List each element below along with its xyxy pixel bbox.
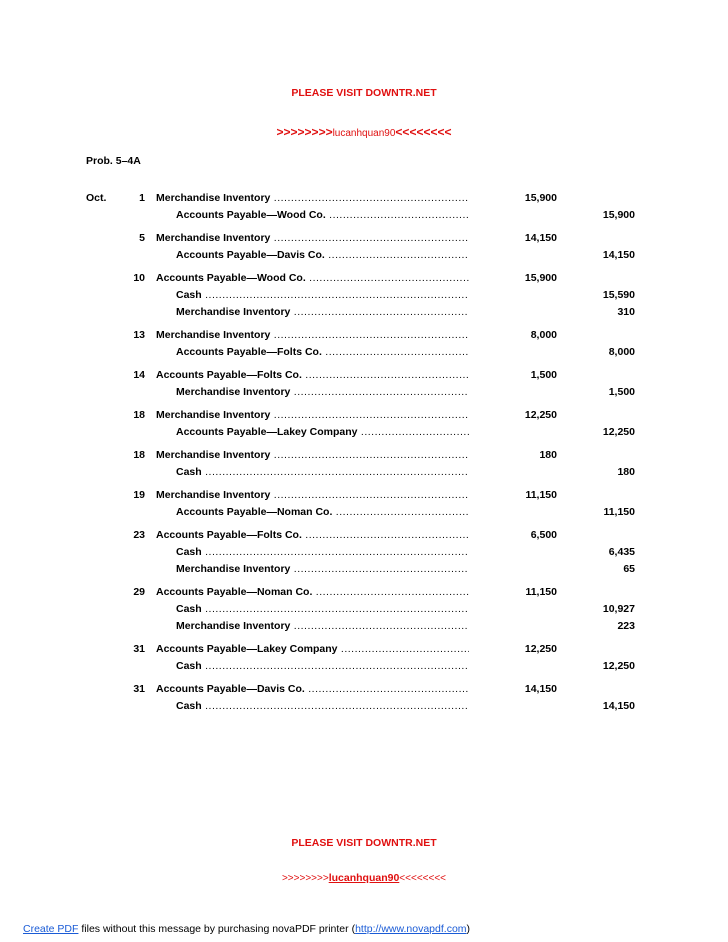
journal-entry	[0, 683, 728, 717]
journal-line	[0, 643, 728, 660]
debit-account: Accounts Payable—Davis Co. .....	[156, 683, 469, 695]
debit-account: Accounts Payable—Folts Co. .....	[156, 369, 469, 381]
entry-day: 1	[139, 192, 145, 204]
credit-amount: 223	[617, 620, 635, 632]
create-pdf-link[interactable]: Create PDF	[23, 923, 79, 935]
credit-account: Cash .....	[176, 660, 469, 672]
debit-amount: 180	[539, 449, 557, 461]
credit-account: Cash .....	[176, 289, 469, 301]
credit-amount: 310	[617, 306, 635, 318]
journal-line	[0, 586, 728, 603]
credit-amount: 15,590	[602, 289, 635, 301]
header-username: lucanhquan90	[332, 128, 396, 139]
journal-line	[0, 466, 728, 483]
credit-amount: 8,000	[608, 346, 635, 358]
credit-account: Cash .....	[176, 700, 469, 712]
journal-line	[0, 249, 728, 266]
debit-amount: 1,500	[530, 369, 557, 381]
novapdf-url-link[interactable]: http://www.novapdf.com	[355, 923, 467, 935]
journal-line	[0, 489, 728, 506]
debit-amount: 14,150	[524, 232, 557, 244]
header-arrows-left: >>>>>>>>	[276, 125, 333, 139]
novapdf-notice-close: )	[466, 923, 471, 935]
entry-day: 31	[133, 643, 145, 655]
credit-amount: 180	[617, 466, 635, 478]
journal-entry	[0, 192, 728, 226]
debit-amount: 12,250	[524, 409, 557, 421]
entry-day: 13	[133, 329, 145, 341]
journal-line	[0, 306, 728, 323]
credit-amount: 15,900	[602, 209, 635, 221]
debit-amount: 12,250	[524, 643, 557, 655]
journal-line	[0, 449, 728, 466]
debit-amount: 15,900	[524, 272, 557, 284]
journal-line	[0, 232, 728, 249]
journal-entry	[0, 489, 728, 523]
debit-account: Accounts Payable—Lakey Company .....	[156, 643, 469, 655]
journal-line	[0, 386, 728, 403]
debit-amount: 6,500	[530, 529, 557, 541]
credit-amount: 65	[623, 563, 635, 575]
entry-day: 19	[133, 489, 145, 501]
entry-day: 29	[133, 586, 145, 598]
credit-account: Merchandise Inventory .....	[176, 306, 469, 318]
journal-line	[0, 369, 728, 386]
credit-account: Accounts Payable—Lakey Company .....	[176, 426, 469, 438]
header-arrows-right: <<<<<<<<	[395, 125, 452, 139]
journal-line	[0, 620, 728, 637]
footer-username-banner	[0, 872, 728, 884]
problem-title: Prob. 5–4A	[86, 155, 141, 167]
journal-line	[0, 289, 728, 306]
entry-day: 14	[133, 369, 145, 381]
debit-account: Merchandise Inventory .....	[156, 449, 469, 461]
header-visit-text: PLEASE VISIT DOWNTR.NET	[291, 87, 437, 99]
journal-line	[0, 346, 728, 363]
credit-account: Cash .....	[176, 546, 469, 558]
journal-line	[0, 329, 728, 346]
credit-account: Cash .....	[176, 466, 469, 478]
journal-line	[0, 529, 728, 546]
debit-account: Merchandise Inventory .....	[156, 489, 469, 501]
journal-line	[0, 192, 728, 209]
journal-entry	[0, 369, 728, 403]
journal-entry	[0, 409, 728, 443]
debit-account: Accounts Payable—Folts Co. .....	[156, 529, 469, 541]
month-label: Oct.	[86, 192, 107, 204]
credit-account: Accounts Payable—Davis Co. .....	[176, 249, 469, 261]
journal-entry	[0, 529, 728, 580]
novapdf-notice-text: files without this message by purchasing novaPDF printer (	[78, 923, 356, 935]
debit-account: Accounts Payable—Wood Co. .....	[156, 272, 469, 284]
footer-username: lucanhquan90	[328, 872, 400, 884]
journal-line	[0, 209, 728, 226]
credit-amount: 14,150	[602, 700, 635, 712]
journal-line	[0, 272, 728, 289]
debit-amount: 15,900	[524, 192, 557, 204]
credit-account: Merchandise Inventory .....	[176, 620, 469, 632]
credit-amount: 12,250	[602, 660, 635, 672]
credit-account: Accounts Payable—Wood Co. .....	[176, 209, 469, 221]
credit-account: Cash .....	[176, 603, 469, 615]
entry-day: 5	[139, 232, 145, 244]
entry-day: 31	[133, 683, 145, 695]
journal-entry	[0, 232, 728, 266]
journal-line	[0, 660, 728, 677]
debit-account: Merchandise Inventory .....	[156, 409, 469, 421]
journal-entry	[0, 272, 728, 323]
debit-amount: 14,150	[524, 683, 557, 695]
debit-account: Accounts Payable—Noman Co. .....	[156, 586, 469, 598]
footer-arrows-right: <<<<<<<<	[399, 873, 447, 884]
header-username-banner	[0, 123, 728, 141]
credit-amount: 10,927	[602, 603, 635, 615]
debit-account: Merchandise Inventory .....	[156, 232, 469, 244]
journal-line	[0, 683, 728, 700]
journal-line	[0, 426, 728, 443]
novapdf-notice	[23, 923, 470, 935]
general-journal	[0, 192, 728, 723]
credit-amount: 11,150	[603, 506, 635, 518]
credit-account: Merchandise Inventory .....	[176, 563, 469, 575]
entry-day: 18	[133, 409, 145, 421]
credit-account: Accounts Payable—Noman Co. .....	[176, 506, 469, 518]
entry-day: 10	[133, 272, 145, 284]
journal-entry	[0, 449, 728, 483]
debit-account: Merchandise Inventory .....	[156, 329, 469, 341]
debit-account: Merchandise Inventory .....	[156, 192, 469, 204]
footer-arrows-left: >>>>>>>>	[281, 873, 329, 884]
footer-visit-text: PLEASE VISIT DOWNTR.NET	[291, 837, 437, 849]
journal-entry	[0, 643, 728, 677]
entry-day: 23	[133, 529, 145, 541]
credit-amount: 6,435	[608, 546, 635, 558]
debit-amount: 11,150	[525, 489, 557, 501]
credit-account: Accounts Payable—Folts Co. .....	[176, 346, 469, 358]
journal-line	[0, 506, 728, 523]
journal-line	[0, 700, 728, 717]
credit-amount: 1,500	[608, 386, 635, 398]
journal-entry	[0, 586, 728, 637]
journal-line	[0, 603, 728, 620]
journal-line	[0, 563, 728, 580]
entry-day: 18	[133, 449, 145, 461]
journal-line	[0, 409, 728, 426]
journal-entry	[0, 329, 728, 363]
debit-amount: 11,150	[525, 586, 557, 598]
credit-account: Merchandise Inventory .....	[176, 386, 469, 398]
credit-amount: 14,150	[602, 249, 635, 261]
journal-line	[0, 546, 728, 563]
credit-amount: 12,250	[602, 426, 635, 438]
debit-amount: 8,000	[530, 329, 557, 341]
